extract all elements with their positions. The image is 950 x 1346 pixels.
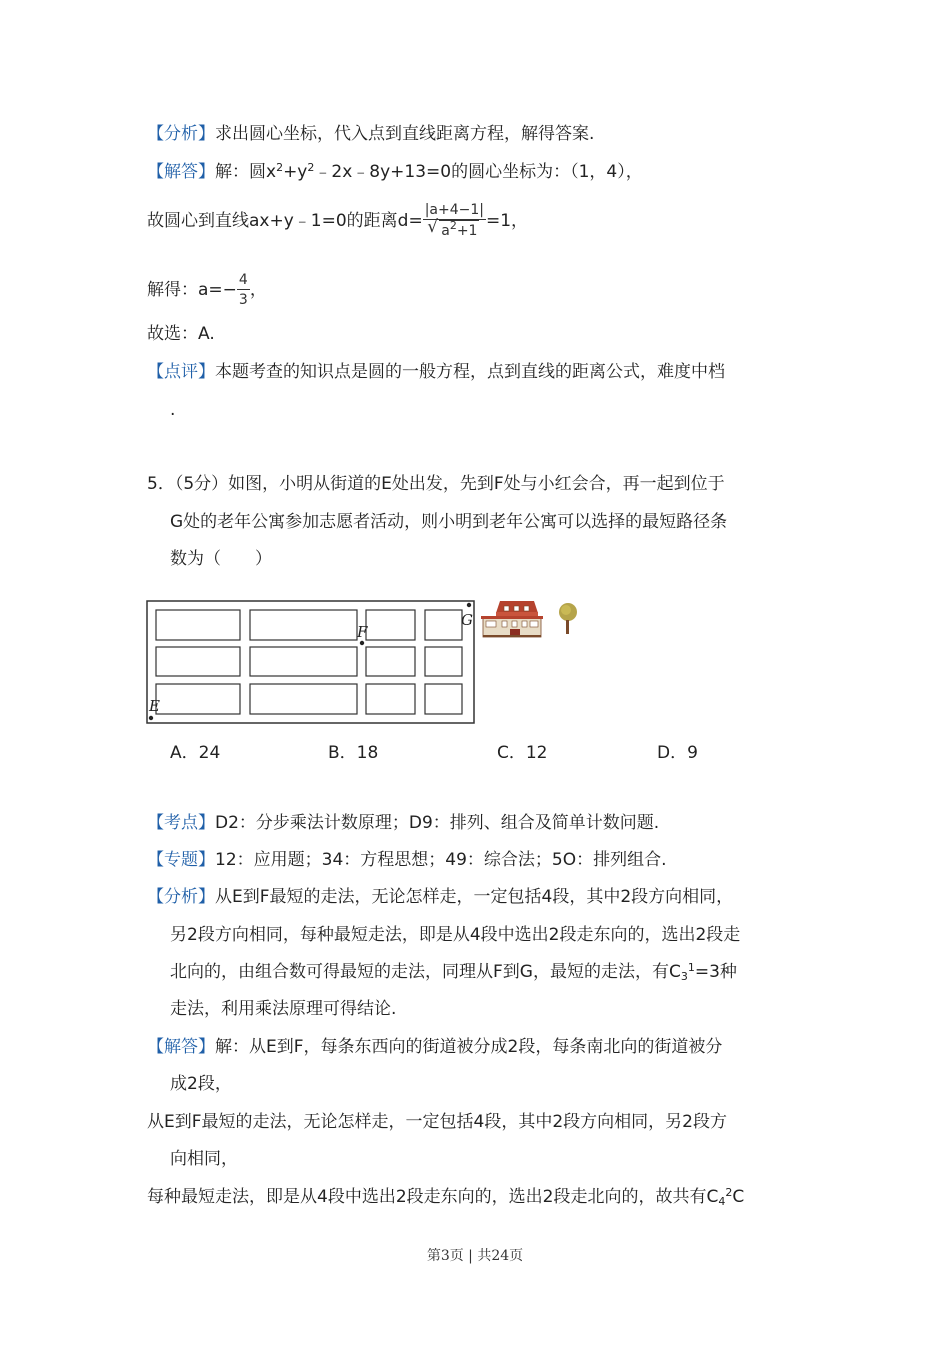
zhuanti-text: 12：应用题；34：方程思想；49：综合法；5O：排列组合. <box>215 850 667 870</box>
sup-2a: 2 <box>276 161 284 174</box>
comb-sub: 3 <box>680 970 688 983</box>
sup-2b: 2 <box>307 161 315 174</box>
solution-tag: 【解答】 <box>147 162 215 182</box>
distance-suffix: =1， <box>486 211 529 231</box>
q5-solution-line-4: 向相同， <box>170 1149 238 1169</box>
solve-suffix: ， <box>249 280 267 300</box>
q5-solution-text-5a: 每种最短走法，即是从4段中选出2段走东向的，选出2段走北向的，故共有C <box>147 1187 719 1207</box>
solve-denominator: 3 <box>238 291 248 308</box>
block <box>250 684 357 714</box>
q5-line-3: 数为（ ） <box>170 549 272 569</box>
sol-text-a: 解：圆x <box>215 162 277 182</box>
kaodian-tag: 【考点】 <box>147 813 215 833</box>
solve-numerator: 4 <box>238 271 248 288</box>
sqrt-sign <box>439 220 479 241</box>
distance-line <box>147 199 528 243</box>
prev-analysis-text: 求出圆心坐标，代入点到直线距离方程，解得答案. <box>215 124 595 144</box>
solve-fraction <box>237 271 250 310</box>
option-c: C．12 <box>497 743 548 763</box>
sol-text-c: ﹣2x﹣8y+13=0的圆心坐标为：（1，4）， <box>314 162 643 182</box>
block <box>250 647 357 676</box>
q5-solution-line-3: 从E到F最短的走法，无论怎样走，一定包括4段，其中2段方向相同，另2段方 <box>147 1112 727 1132</box>
distance-prefix: 故圆心到直线ax+y﹣1=0的距离d= <box>147 211 423 231</box>
q5-solution-line-1 <box>147 1036 722 1058</box>
point-e <box>149 716 153 720</box>
sol-text-b: +y <box>283 162 308 182</box>
comment-tag: 【点评】 <box>147 362 215 382</box>
block <box>250 610 357 640</box>
option-a: A．24 <box>170 743 221 763</box>
label-g: G <box>461 611 473 629</box>
choice-line: 故选：A. <box>147 324 215 344</box>
block <box>366 684 415 714</box>
comb-sub-2: 4 <box>718 1195 726 1208</box>
distance-denominator <box>423 220 486 241</box>
block <box>425 610 462 640</box>
option-b: B．18 <box>328 743 379 763</box>
option-d: D．9 <box>657 743 698 763</box>
apartment-building-icon <box>481 601 577 637</box>
analysis-tag: 【分析】 <box>147 124 215 144</box>
comb-sup: 1 <box>687 961 695 974</box>
zhuanti-tag: 【专题】 <box>147 850 215 870</box>
q5-line-2: G处的老年公寓参加志愿者活动，则小明到老年公寓可以选择的最短路径条 <box>170 512 728 532</box>
kaodian-text: D2：分步乘法计数原理；D9：排列、组合及简单计数问题. <box>215 813 660 833</box>
distance-fraction <box>423 201 486 241</box>
den-a: a <box>441 223 450 239</box>
analysis-tag-2: 【分析】 <box>147 887 215 907</box>
point-f <box>360 641 364 645</box>
q5-analysis-text-1: 从E到F最短的走法，无论怎样走，一定包括4段，其中2段方向相同， <box>215 887 734 907</box>
q5-analysis-line-3 <box>170 961 737 983</box>
solve-line: 解得：a=− $\frac{4}{3}$ ， <box>147 271 267 308</box>
comb-sup-2: 2 <box>725 1186 733 1199</box>
block <box>425 684 462 714</box>
q5-solution-line-5 <box>147 1186 744 1208</box>
comment-line <box>147 361 725 383</box>
prev-solution-line <box>147 161 643 183</box>
block <box>156 647 240 676</box>
label-e: E <box>149 697 160 715</box>
q5-analysis-line-4: 走法，利用乘法原理可得结论. <box>170 999 397 1019</box>
comment-end: . <box>170 400 176 420</box>
kaodian-line <box>147 812 659 834</box>
q5-solution-line-2: 成2段， <box>170 1074 232 1094</box>
block <box>156 610 240 640</box>
block <box>425 647 462 676</box>
block <box>366 647 415 676</box>
distance-numerator: |a+4−1| <box>424 202 484 218</box>
point-g <box>467 603 471 607</box>
block <box>156 684 240 714</box>
q5-solution-text-5b: C <box>732 1187 745 1207</box>
den-sup: 2 <box>449 219 457 232</box>
q5-analysis-text-3a: 北向的，由组合数可得最短的走法，同理从F到G，最短的走法，有C <box>170 962 681 982</box>
zhuanti-line <box>147 849 667 871</box>
q5-analysis-line-2: 另2段方向相同，每种最短走法，即是从4段中选出2段走东向的，选出2段走 <box>170 925 741 945</box>
comment-text: 本题考查的知识点是圆的一般方程，点到直线的距离公式，难度中档 <box>215 362 725 382</box>
q5-analysis-text-3b: =3种 <box>694 962 737 982</box>
q5-line-1: 5．（5分）如图，小明从街道的E处出发，先到F处与小红会合，再一起到位于 <box>147 474 725 494</box>
prev-analysis-line <box>147 123 594 145</box>
street-map-figure <box>146 597 586 729</box>
solve-prefix: 解得：a= <box>147 280 223 300</box>
label-f: F <box>357 623 368 641</box>
solution-tag-2: 【解答】 <box>147 1037 215 1057</box>
block <box>366 610 415 640</box>
q5-solution-text-1: 解：从E到F，每条东西向的街道被分成2段，每条南北向的街道被分 <box>215 1037 723 1057</box>
page-footer: 第3页 | 共24页 <box>426 1248 524 1264</box>
q5-analysis-line-1 <box>147 886 733 908</box>
den-rest: +1 <box>456 223 478 239</box>
